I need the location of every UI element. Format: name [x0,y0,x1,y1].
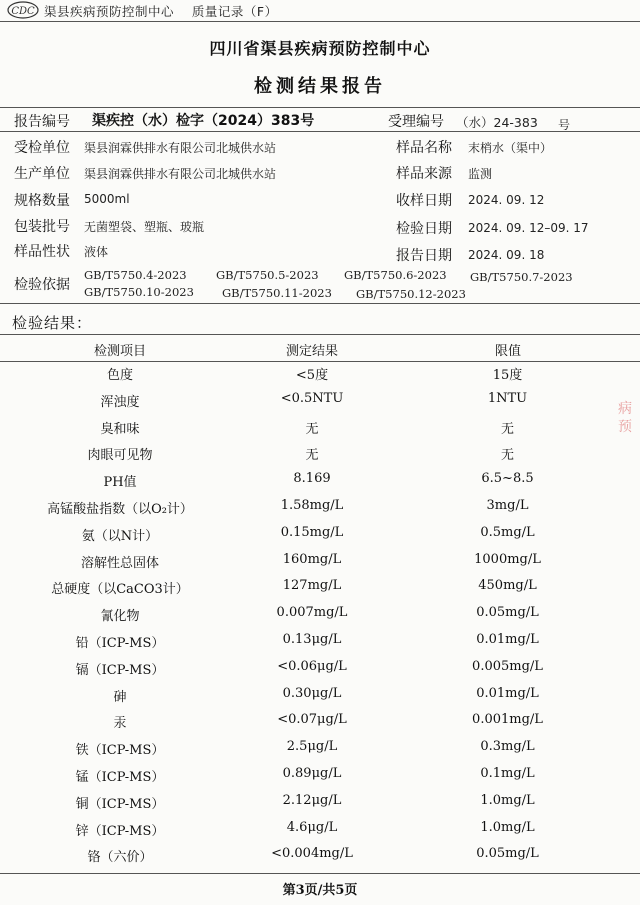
package-value: 无菌塑袋、塑瓶、玻瓶 [84,220,205,234]
table-row [0,712,640,738]
cell-limit: 0.01mg/L [476,685,539,701]
table-row [0,605,640,631]
spec-label: 规格数量 [14,193,70,209]
table-row [0,444,640,470]
results-header-divider [0,361,640,362]
sample-name-label: 样品名称 [396,140,452,156]
table-row [0,766,640,792]
cell-result: <0.06μg/L [277,658,347,674]
cell-result: 2.5μg/L [286,739,338,755]
cell-item: 溶解性总固体 [80,555,159,571]
cell-result: 无 [305,448,319,464]
cell-item: 汞 [113,716,127,732]
results-divider-bottom [0,873,640,874]
cell-limit: 0.001mg/L [472,712,543,728]
table-row [0,659,640,685]
cell-limit: 1.0mg/L [480,792,535,808]
table-row [0,471,640,497]
cell-limit: 无 [500,448,514,464]
cell-limit: 0.05mg/L [476,846,539,862]
cell-result: 2.12μg/L [282,792,342,808]
results-label: 检验结果： [12,314,93,332]
cell-limit: 1000mg/L [474,551,541,567]
cell-item: 氰化物 [100,609,140,625]
cell-limit: 0.5mg/L [480,524,535,540]
cell-item: 臭和味 [100,421,140,437]
cell-item: 浑浊度 [100,394,140,410]
cell-result: <5度 [295,368,329,383]
cell-result: 127mg/L [282,578,342,594]
top-header [44,2,278,20]
table-row [0,686,640,712]
basis-label: 检验依据 [14,277,70,293]
cdc-logo [6,0,40,20]
cell-result: <0.07μg/L [277,712,347,728]
standard-5: GB/T5750.10-2023 [84,285,194,299]
table-row [0,525,640,551]
producer-value: 渠县润霖供排水有限公司北城供水站 [84,167,277,181]
page-number: 第3页/共5页 [282,883,358,898]
cell-item: 铅（ICP-MS） [75,636,165,651]
spec-value: 5000ml [84,192,130,206]
standard-1: GB/T5750.4-2023 [84,268,187,282]
cell-result: <0.004mg/L [271,846,353,862]
standard-2: GB/T5750.5-2023 [216,268,319,282]
cell-item: 锰（ICP-MS） [75,770,165,785]
cell-item: 总硬度（以CaCO3计） [51,582,189,598]
cell-item: PH值 [103,475,137,491]
cell-item: 肉眼可见物 [87,448,153,464]
cell-result: <0.5NTU [280,390,344,406]
table-row [0,578,640,604]
table-row [0,364,640,390]
table-row [0,820,640,846]
report-no-value: 渠疾控（水）检字（2024）383号 [92,113,315,129]
cell-limit: 0.3mg/L [480,739,535,755]
results-divider-top [0,334,640,335]
sample-source-label: 样品来源 [396,166,452,182]
cell-item: 锌（ICP-MS） [75,823,165,839]
test-date-value: 2024. 09. 12–09. 17 [468,221,589,235]
client-value: 渠县润霖供排水有限公司北城供水站 [84,141,277,155]
cell-item: 铜（ICP-MS） [75,796,165,812]
header-org-label: 渠县疾病预防控制中心 [44,4,175,19]
cell-limit: 6.5~8.5 [481,471,534,487]
cell-result: 0.15mg/L [280,524,344,540]
header-divider [0,21,640,22]
info-divider-top [0,107,640,108]
property-value: 液体 [84,245,109,259]
info-divider-2 [0,131,640,132]
cell-limit: 1.0mg/L [480,819,535,835]
producer-label: 生产单位 [14,166,70,182]
property-label: 样品性状 [14,244,70,260]
cell-result: 1.58mg/L [280,498,344,513]
cell-item: 镉（ICP-MS） [75,662,165,678]
received-value: 2024. 09. 12 [468,193,545,207]
accept-no-suffix: 号 [558,118,571,132]
accept-no-value: （水）24-383 [456,115,538,130]
test-date-label: 检验日期 [396,221,452,237]
cell-limit: 15度 [492,368,523,383]
header-record-label: 质量记录（F） [191,4,278,19]
info-divider-bottom [0,303,640,304]
cell-limit: 1NTU [487,390,528,406]
cell-limit: 0.1mg/L [480,766,535,781]
column-header-item: 检测项目 [93,344,146,359]
logo-text: CDC [11,6,35,17]
report-no-label: 报告编号 [14,114,70,130]
cell-item: 高锰酸盐指数（以O₂计） [47,502,193,517]
accept-no-label: 受理编号 [388,114,444,130]
received-label: 收样日期 [396,193,452,209]
client-label: 受检单位 [14,140,70,156]
standard-3: GB/T5750.6-2023 [344,268,447,282]
table-row [0,632,640,658]
cell-result: 4.6μg/L [286,819,338,835]
table-row [0,739,640,765]
table-row [0,552,640,578]
cell-result: 0.13μg/L [282,632,342,647]
organization-title: 四川省渠县疾病预防控制中心 [209,39,431,58]
column-header-result: 测定结果 [285,344,338,359]
cell-item: 色度 [106,368,133,383]
report-date-value: 2024. 09. 18 [468,248,545,262]
cell-limit: 无 [500,421,514,437]
column-header-limit: 限值 [494,344,521,359]
cell-item: 铁（ICP-MS） [75,743,165,759]
table-row [0,498,640,524]
sample-source-value: 监测 [468,167,493,181]
cell-result: 无 [305,421,319,437]
cell-result: 160mg/L [282,551,342,567]
cell-limit: 0.01mg/L [476,632,539,647]
cell-result: 0.30μg/L [282,685,342,701]
sample-name-value: 末梢水（渠中） [468,141,553,155]
table-row [0,391,640,417]
cell-limit: 3mg/L [486,498,529,513]
standard-6: GB/T5750.11-2023 [222,286,332,300]
stamp-fragment: 病预 [618,401,632,435]
table-row [0,418,640,444]
cell-limit: 450mg/L [478,578,537,594]
cell-limit: 0.05mg/L [476,605,539,621]
cell-item: 氨（以N计） [81,528,159,544]
cell-result: 0.007mg/L [276,605,348,621]
document-title: 检测结果报告 [254,76,386,97]
cell-result: 8.169 [293,471,331,487]
report-date-label: 报告日期 [396,248,452,264]
standard-7: GB/T5750.12-2023 [356,287,466,301]
cell-limit: 0.005mg/L [472,658,543,674]
table-row [0,846,640,872]
cell-item: 砷 [113,689,127,705]
standard-4: GB/T5750.7-2023 [470,270,573,284]
cell-result: 0.89μg/L [282,766,342,781]
table-row [0,793,640,819]
package-label: 包装批号 [14,219,70,235]
cell-item: 铬（六价） [87,850,153,866]
